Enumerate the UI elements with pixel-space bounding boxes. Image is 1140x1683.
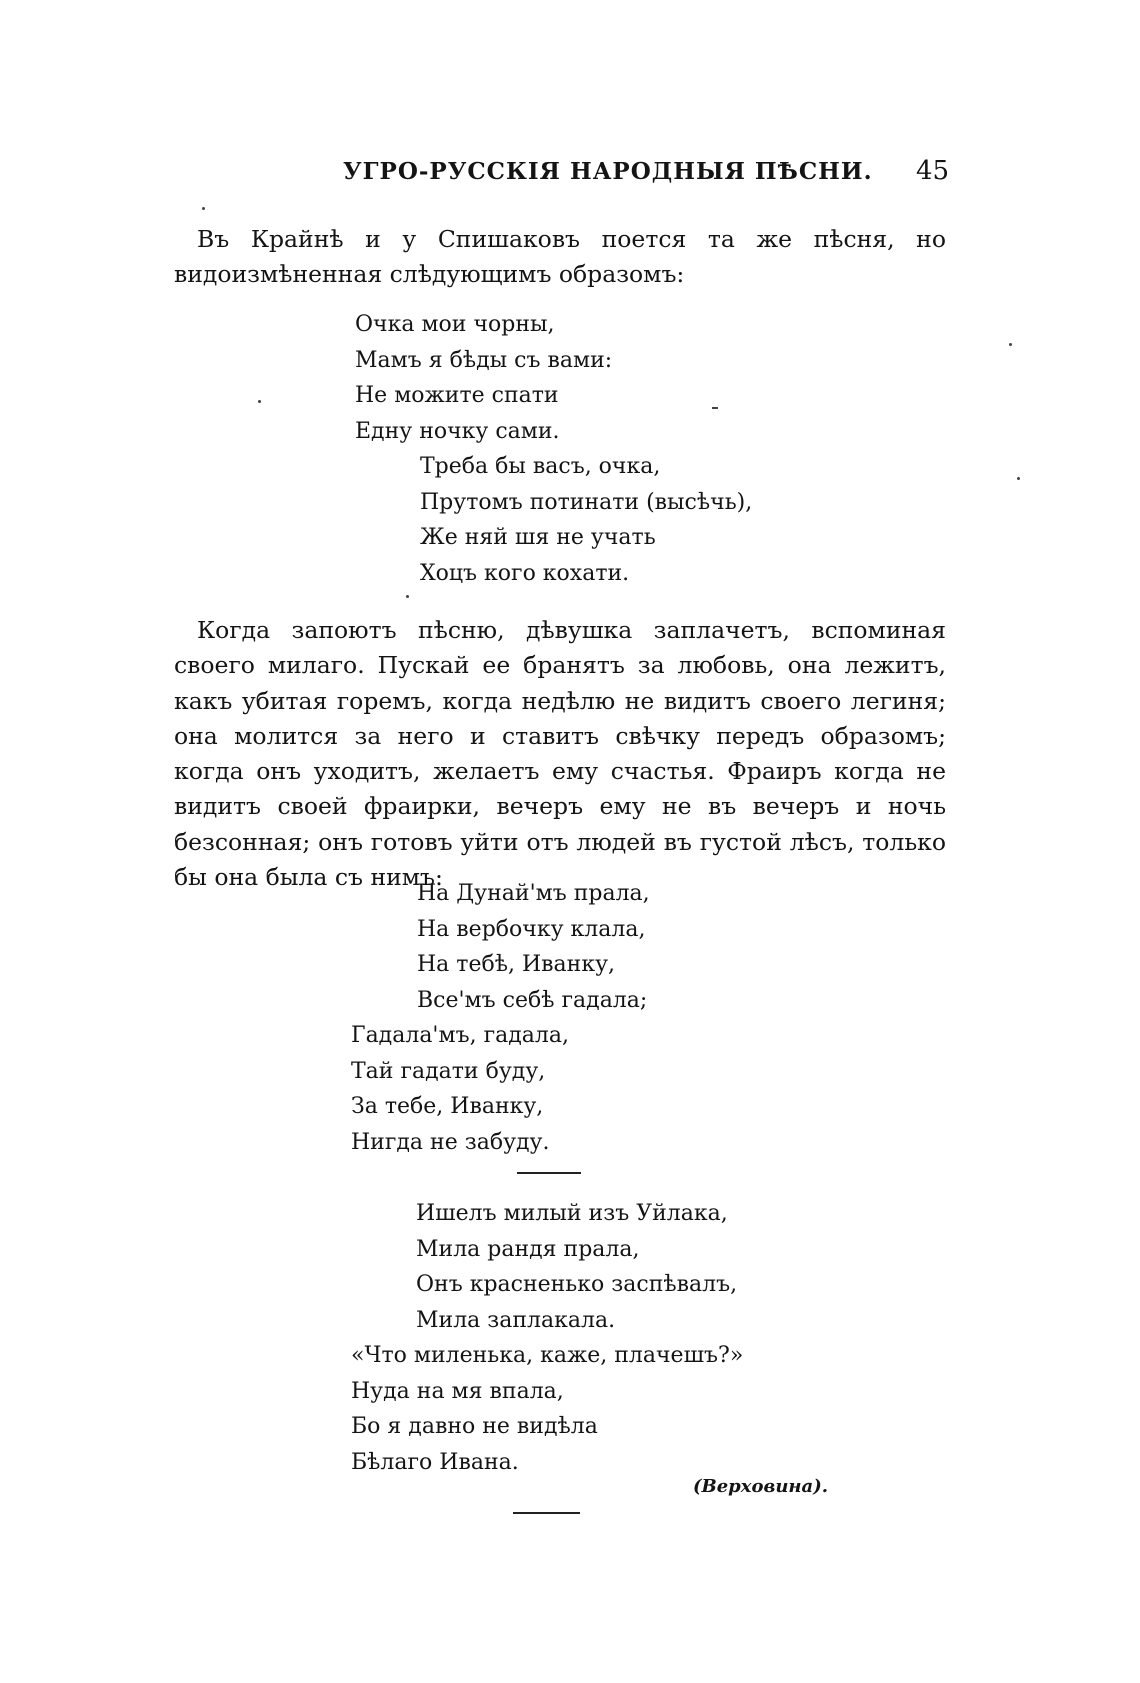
print-speck [712,407,718,409]
verse-line: На тебѣ, Иванку, [417,952,616,977]
song-2-stanza-1 [417,876,650,1018]
page-number: 45 [916,156,950,186]
verse-line: На вербочку клала, [417,916,646,942]
paragraph-commentary-text: Когда запоютъ пѣсню, дѣвушка заплачетъ, вспоминая своего милаго. Пускай ее бранятъ за любовь, она лежитъ, какъ убитая горемъ, когда недѣлю не видитъ своего легиня; она молится за него и ставитъ свѣчку передъ образомъ; когда онъ уходитъ, желаетъ ему счастья. Фраиръ когда не видитъ своей фраирки, вечеръ ему не въ вечеръ и ночь безсонная; онъ готовъ уйти отъ людей въ густой лѣсъ, только бы она была съ нимъ: [174,616,946,892]
song-1-stanza-1 [355,307,612,449]
verse-line: Мамъ я бѣды съ вами: [355,347,613,373]
source-attribution: (Верховина). [693,1476,828,1497]
verse-line: Хоцъ кого кохати. [420,560,630,586]
verse-line: Едну ночку сами. [355,418,560,444]
print-speck [258,400,261,403]
verse-line: Очка мои чорны, [355,312,555,337]
verse-line: Треба бы васъ, очка, [420,454,661,479]
verse-line: На Дунай'мъ прала, [417,881,650,906]
verse-line: Нигда не забуду. [351,1129,550,1155]
verse-line: За тебе, Иванку, [351,1094,544,1119]
print-speck [1009,343,1012,346]
verse-line: Все'мъ себѣ гадала; [417,987,648,1013]
verse-line: Не можите спати [355,383,559,408]
end-divider [513,1512,580,1514]
song-2-stanza-2 [351,1018,569,1160]
song-1-stanza-2 [420,449,752,591]
song-3-stanza-2 [351,1338,743,1480]
verse-line: Мила заплакала. [416,1307,616,1333]
paragraph-commentary [174,613,946,895]
verse-line: Прутомъ потинати (высѣчь), [420,489,753,515]
section-divider [517,1172,581,1174]
print-speck [406,595,409,598]
verse-line: Онъ красненько заспѣвалъ, [416,1272,738,1297]
verse-line: Же няй шя не учать [420,525,656,550]
print-speck [202,207,205,210]
verse-line: «Что миленька, каже, плачешъ?» [351,1343,744,1368]
song-3-stanza-1 [416,1196,737,1338]
paragraph-intro [174,222,946,293]
paragraph-intro-text: Въ Крайнѣ и у Спишаковъ поется та же пѣсня, но видоизмѣненная слѣдующимъ образомъ: [174,225,946,289]
verse-line: Бѣлаго Ивана. [351,1449,519,1475]
verse-line: Мила рандя прала, [416,1236,640,1262]
verse-line: Бо я давно не видѣла [351,1414,598,1439]
print-speck [1017,477,1020,480]
verse-line: Ишелъ милый изъ Уйлака, [416,1201,728,1226]
verse-line: Нуда на мя впала, [351,1378,564,1404]
verse-line: Тай гадати буду, [351,1058,546,1084]
running-header: УГРО-РУССКІЯ НАРОДНЫЯ ПѢСНИ. [343,158,873,185]
verse-line: Гадала'мъ, гадала, [351,1023,569,1048]
